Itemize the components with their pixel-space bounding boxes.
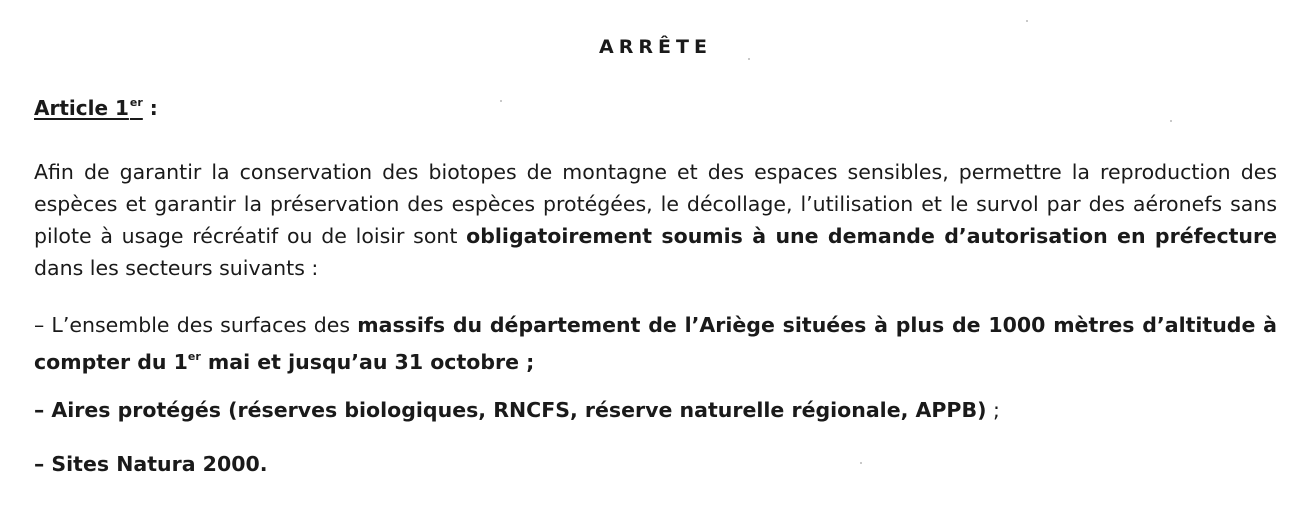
intro-text-1: Afin de garantir la conservation des biotopes de montagne et des espaces sensibles, permettre la reproduction des espèces et garantir la préservation des espèces protégées, le décollage, l’utilisation et le survol par des aéronefs sans pilote à usage récréatif ou de loisir sont — [34, 160, 1277, 248]
scan-speck — [748, 58, 750, 60]
intro-bold-text: obligatoirement soumis à une demande d’autorisation en préfecture — [466, 224, 1277, 248]
scan-speck — [500, 100, 502, 102]
intro-text-2: dans les secteurs suivants : — [34, 256, 319, 280]
list-item-superscript: er — [187, 350, 201, 363]
list-item-bold-1: massifs du département de l’Ariège situées à plus de 1000 mètres d’altitude à compter du 1 — [34, 313, 1278, 374]
article-superscript: er — [129, 96, 143, 109]
list-item-suffix: ; — [986, 398, 1000, 422]
list-item-bold: – Aires protégés (réserves biologiques, RNCFS, réserve naturelle régionale, APPB) — [34, 398, 987, 422]
scan-speck — [1170, 120, 1172, 122]
article-label-text: Article 1 — [34, 96, 129, 120]
article-colon: : — [142, 96, 158, 120]
list-item-natura-2000 — [34, 448, 1277, 480]
list-item-prefix: – L’ensemble des surfaces des — [34, 313, 358, 337]
list-item-aires-protegees — [34, 394, 1277, 426]
scan-speck — [860, 462, 862, 464]
list-item-bold-2: mai et jusqu’au 31 octobre ; — [200, 350, 535, 374]
article-label — [34, 96, 143, 120]
article-heading — [34, 96, 158, 120]
scan-speck — [1026, 20, 1028, 22]
document-title: ARRÊTE — [599, 36, 712, 58]
list-item-massifs — [34, 309, 1277, 378]
list-item-bold: – Sites Natura 2000. — [34, 452, 268, 476]
intro-paragraph — [34, 156, 1277, 284]
